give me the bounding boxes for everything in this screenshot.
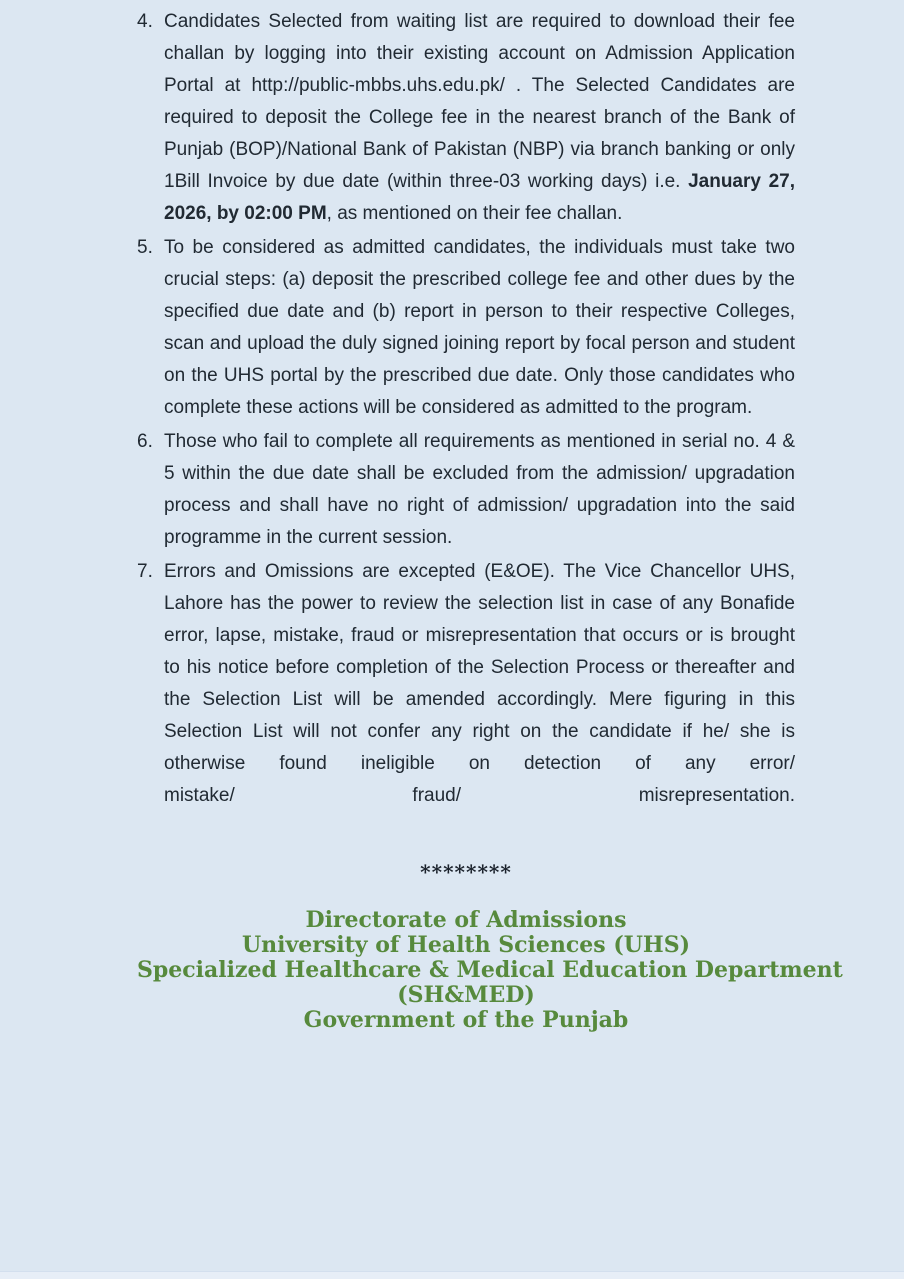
list-item-4 [137,6,795,230]
item-4-end-text: , as mentioned on their fee challan. [326,203,623,224]
last-line-word-mistake: mistake/ [164,785,235,806]
signature-line-shmed: (SH&MED) [397,982,535,1008]
signature-line-university: University of Health Sciences (UHS) [241,932,690,958]
fee-deadline-text: January 27, 2026, by 02:00 PM [164,171,795,224]
list-number-5: 5. [137,237,153,258]
list-item-5-body [164,232,795,424]
signature-line-directorate: Directorate of Admissions [305,907,627,933]
list-number-7: 7. [137,561,153,582]
last-line-word-fraud: fraud/ [412,785,462,806]
list-item-4-body [164,6,795,230]
list-item-7-text: Errors and Omissions are excepted (E&OE). The Vice Chancellor UHS, Lahore has the power to review the selection list in case of any Bonafide error, lapse, mistake, fraud or misrepresentation that occurs or is brought to his notice before completion of the Selection Process or thereafter and the Selection List will be amended accordingly. Mere figuring in this Selection List will not confer any right on the candidate if he/ she is otherwise found ineligible on detection of any error/ [164,561,795,774]
list-item-4-text [164,6,795,230]
list-item-6 [137,426,795,554]
signature-block [137,907,843,1033]
list-item-6-body [164,426,795,554]
portal-url: http://public-mbbs.uhs.edu.pk/ [251,75,505,96]
signature-line-department: Specialized Healthcare & Medical Education Department [137,957,843,983]
list-item-5 [137,232,795,424]
list-item-7 [137,556,795,812]
list-number-4: 4. [137,11,153,32]
list-item-7-body [164,556,795,812]
page-bottom-edge [0,1271,904,1279]
last-line-word-misrepresentation: misrepresentation. [638,785,795,806]
item-4-intro-text: Candidates Selected from waiting list are required to download their fee challan by logging into their existing account on Admission Application Portal at [164,11,795,96]
asterisk-separator: ******** [420,860,512,884]
list-item-5-text: To be considered as admitted candidates, the individuals must take two crucial steps: (a) deposit the prescribed college fee and other dues by the specified due date and (b) report in person to their respective Colleges, scan and upload the duly signed joining report by focal person and student on the UHS portal by the prescribed due date. Only those candidates who complete these actions will be considered as admitted to the program. [164,237,795,418]
list-item-6-text: Those who fail to complete all requirements as mentioned in serial no. 4 & 5 within the due date shall be excluded from the admission/ upgradation process and shall have no right of admission/ upgradation into the said programme in the current session. [164,431,795,548]
item-4-middle-text: . The Selected Candidates are required to deposit the College fee in the nearest branch of the Bank of Punjab (BOP)/National Bank of Pakistan (NBP) via branch banking or only 1Bill Invoice by due date (within three-03 working days) i.e. [164,75,795,192]
list-item-7-last-line [164,780,795,812]
list-number-6: 6. [137,431,153,452]
signature-line-government: Government of the Punjab [303,1007,629,1033]
